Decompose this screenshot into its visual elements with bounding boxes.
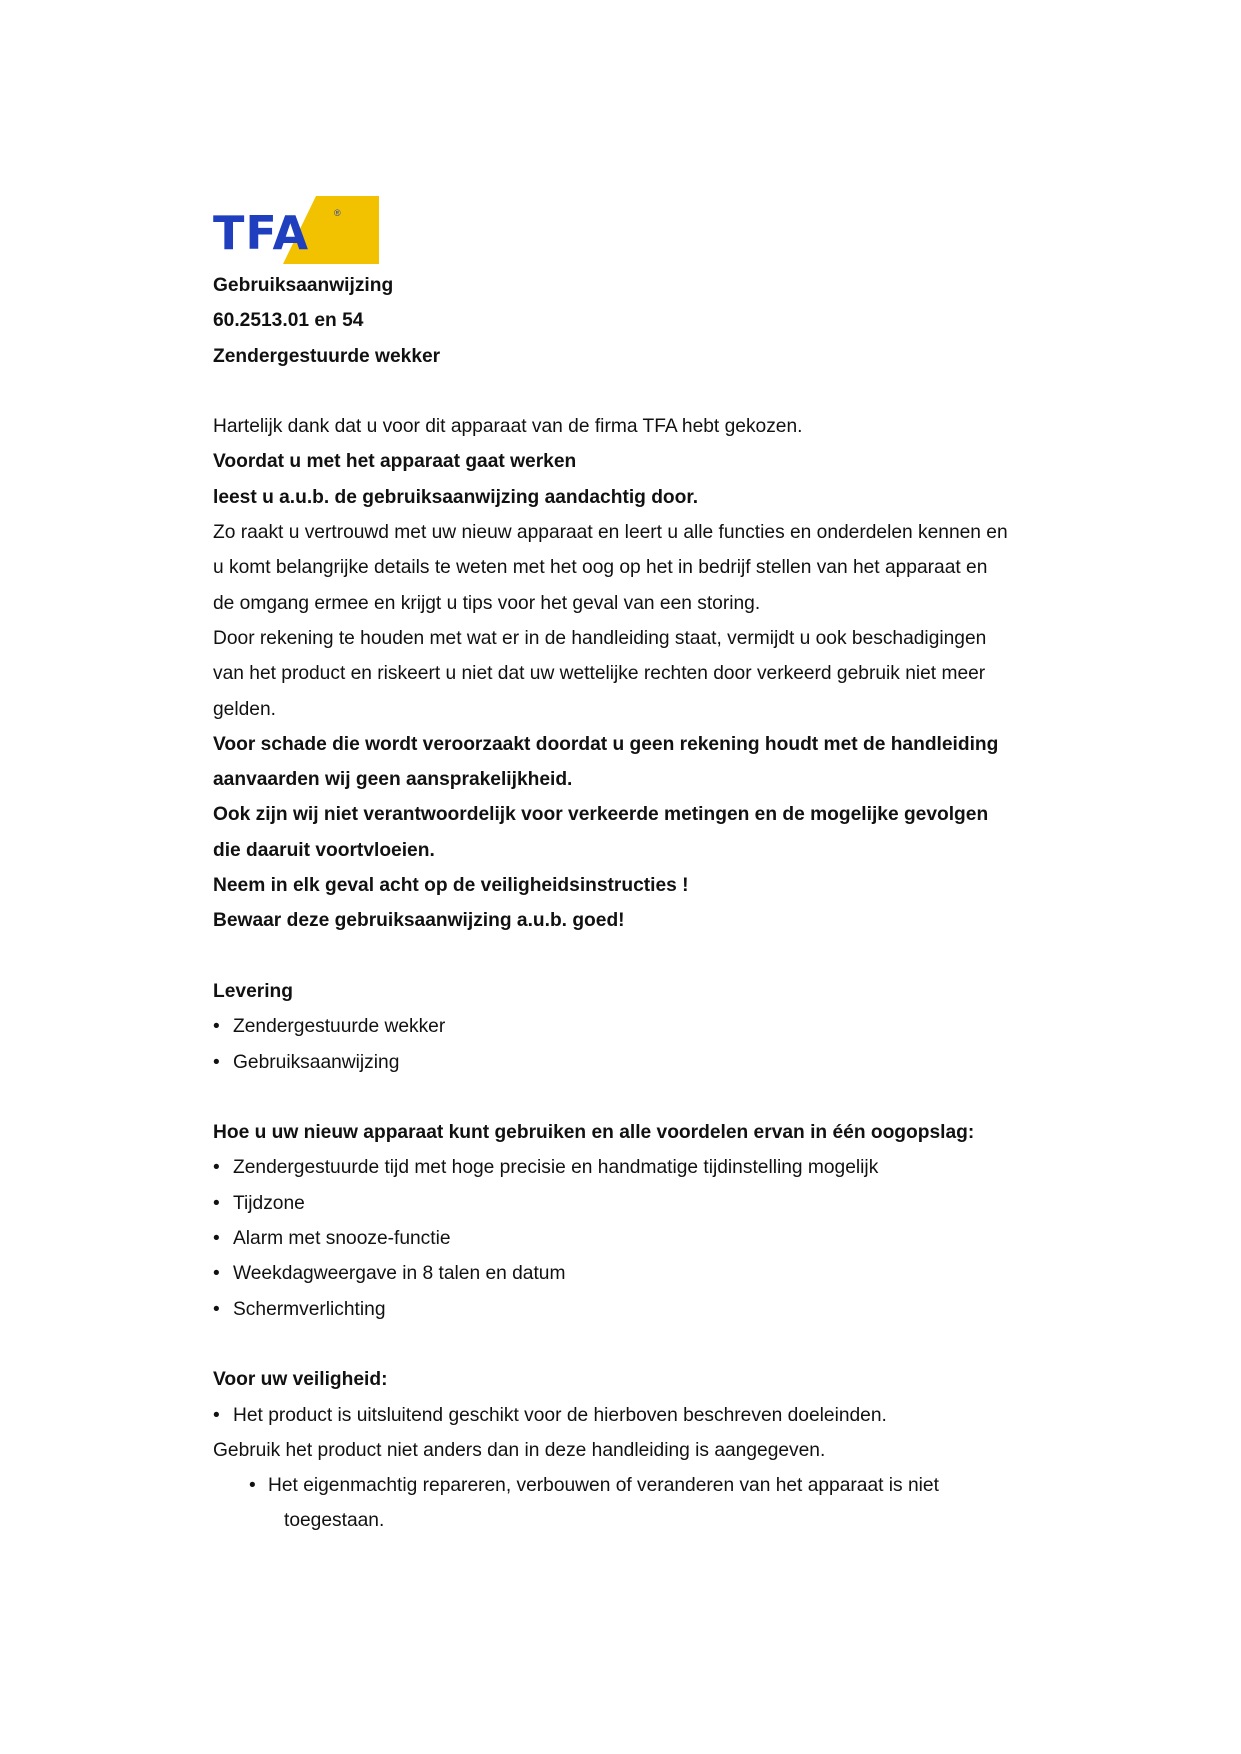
safety-line: Gebruik het product niet anders dan in deze handleiding is aangegeven.	[213, 1439, 826, 1461]
intro-bold-1: Voordat u met het apparaat gaat werken	[213, 451, 577, 473]
model-number: 60.2513.01 en 54	[213, 310, 364, 332]
intro-paragraph-line: Door rekening te houden met wat er in de handleiding staat, vermijdt u ook beschadigingen	[213, 627, 987, 649]
list-item	[213, 1045, 1053, 1080]
levering-heading: Levering	[213, 980, 293, 1002]
warning-line: aanvaarden wij geen aansprakelijkheid.	[213, 769, 573, 791]
tfa-logo	[213, 196, 379, 264]
features-heading: Hoe u uw nieuw apparaat kunt gebruiken en alle voordelen ervan in één oogopslag:	[213, 1122, 975, 1144]
doc-title: Gebruiksaanwijzing	[213, 275, 394, 296]
logo-text: TFA	[213, 206, 310, 260]
intro-bold-2: leest u a.u.b. de gebruiksaanwijzing aandachtig door.	[213, 486, 699, 508]
bullet-icon: •	[213, 1157, 220, 1179]
intro-paragraph-line: u komt belangrijke details te weten met het oog op het in bedrijf stellen van het apparaat en	[213, 557, 988, 579]
registered-mark: ®	[334, 208, 341, 218]
list-item-text: Tijdzone	[233, 1192, 305, 1214]
list-item	[213, 1292, 1053, 1327]
warning-line: Neem in elk geval acht op de veiligheidsinstructies !	[213, 875, 689, 897]
intro-paragraph-line: gelden.	[213, 698, 276, 720]
bullet-icon: •	[213, 1051, 220, 1073]
list-item	[213, 1221, 1053, 1256]
list-item-text: Het eigenmachtig repareren, verbouwen of veranderen van het apparaat is niet	[268, 1475, 939, 1497]
warning-line: die daaruit voortvloeien.	[213, 839, 435, 861]
intro-paragraph-line: van het product en riskeert u niet dat uw wettelijke rechten door verkeerd gebruik niet meer	[213, 663, 986, 685]
list-item-text: Alarm met snooze-functie	[233, 1228, 451, 1250]
sub-list-item-continuation: toegestaan.	[284, 1510, 385, 1532]
list-item	[213, 1398, 1053, 1433]
bullet-icon: •	[249, 1475, 256, 1497]
warning-line: Voor schade die wordt veroorzaakt doordat u geen rekening houdt met de handleiding	[213, 733, 999, 755]
list-item-text: Gebruiksaanwijzing	[233, 1051, 400, 1073]
intro-paragraph-line: de omgang ermee en krijgt u tips voor het geval van een storing.	[213, 592, 761, 614]
bullet-icon: •	[213, 1263, 220, 1285]
bullet-icon: •	[213, 1016, 220, 1038]
list-item	[213, 1256, 1053, 1291]
list-item-text: Zendergestuurde wekker	[233, 1016, 446, 1038]
list-item-text: Schermverlichting	[233, 1298, 386, 1320]
warning-line: Ook zijn wij niet verantwoordelijk voor verkeerde metingen en de mogelijke gevolgen	[213, 804, 989, 826]
list-item	[213, 1186, 1053, 1221]
list-item-text: Het product is uitsluitend geschikt voor de hierboven beschreven doeleinden.	[233, 1404, 887, 1426]
intro-thanks: Hartelijk dank dat u voor dit apparaat van de firma TFA hebt gekozen.	[213, 416, 803, 438]
bullet-icon: •	[213, 1404, 220, 1426]
bullet-icon: •	[213, 1228, 220, 1250]
sub-list-item	[213, 1468, 1053, 1503]
safety-heading: Voor uw veiligheid:	[213, 1369, 388, 1391]
list-item-text: Weekdagweergave in 8 talen en datum	[233, 1263, 566, 1285]
product-name: Zendergestuurde wekker	[213, 345, 441, 367]
bullet-icon: •	[213, 1192, 220, 1214]
document-page	[213, 196, 1053, 1539]
list-item-text: Zendergestuurde tijd met hoge precisie en handmatige tijdinstelling mogelijk	[233, 1157, 879, 1179]
warning-line: Bewaar deze gebruiksaanwijzing a.u.b. goed!	[213, 910, 625, 932]
bullet-icon: •	[213, 1298, 220, 1320]
list-item	[213, 1150, 1053, 1185]
intro-paragraph-line: Zo raakt u vertrouwd met uw nieuw apparaat en leert u alle functies en onderdelen kennen en	[213, 522, 1008, 544]
list-item	[213, 1009, 1053, 1044]
